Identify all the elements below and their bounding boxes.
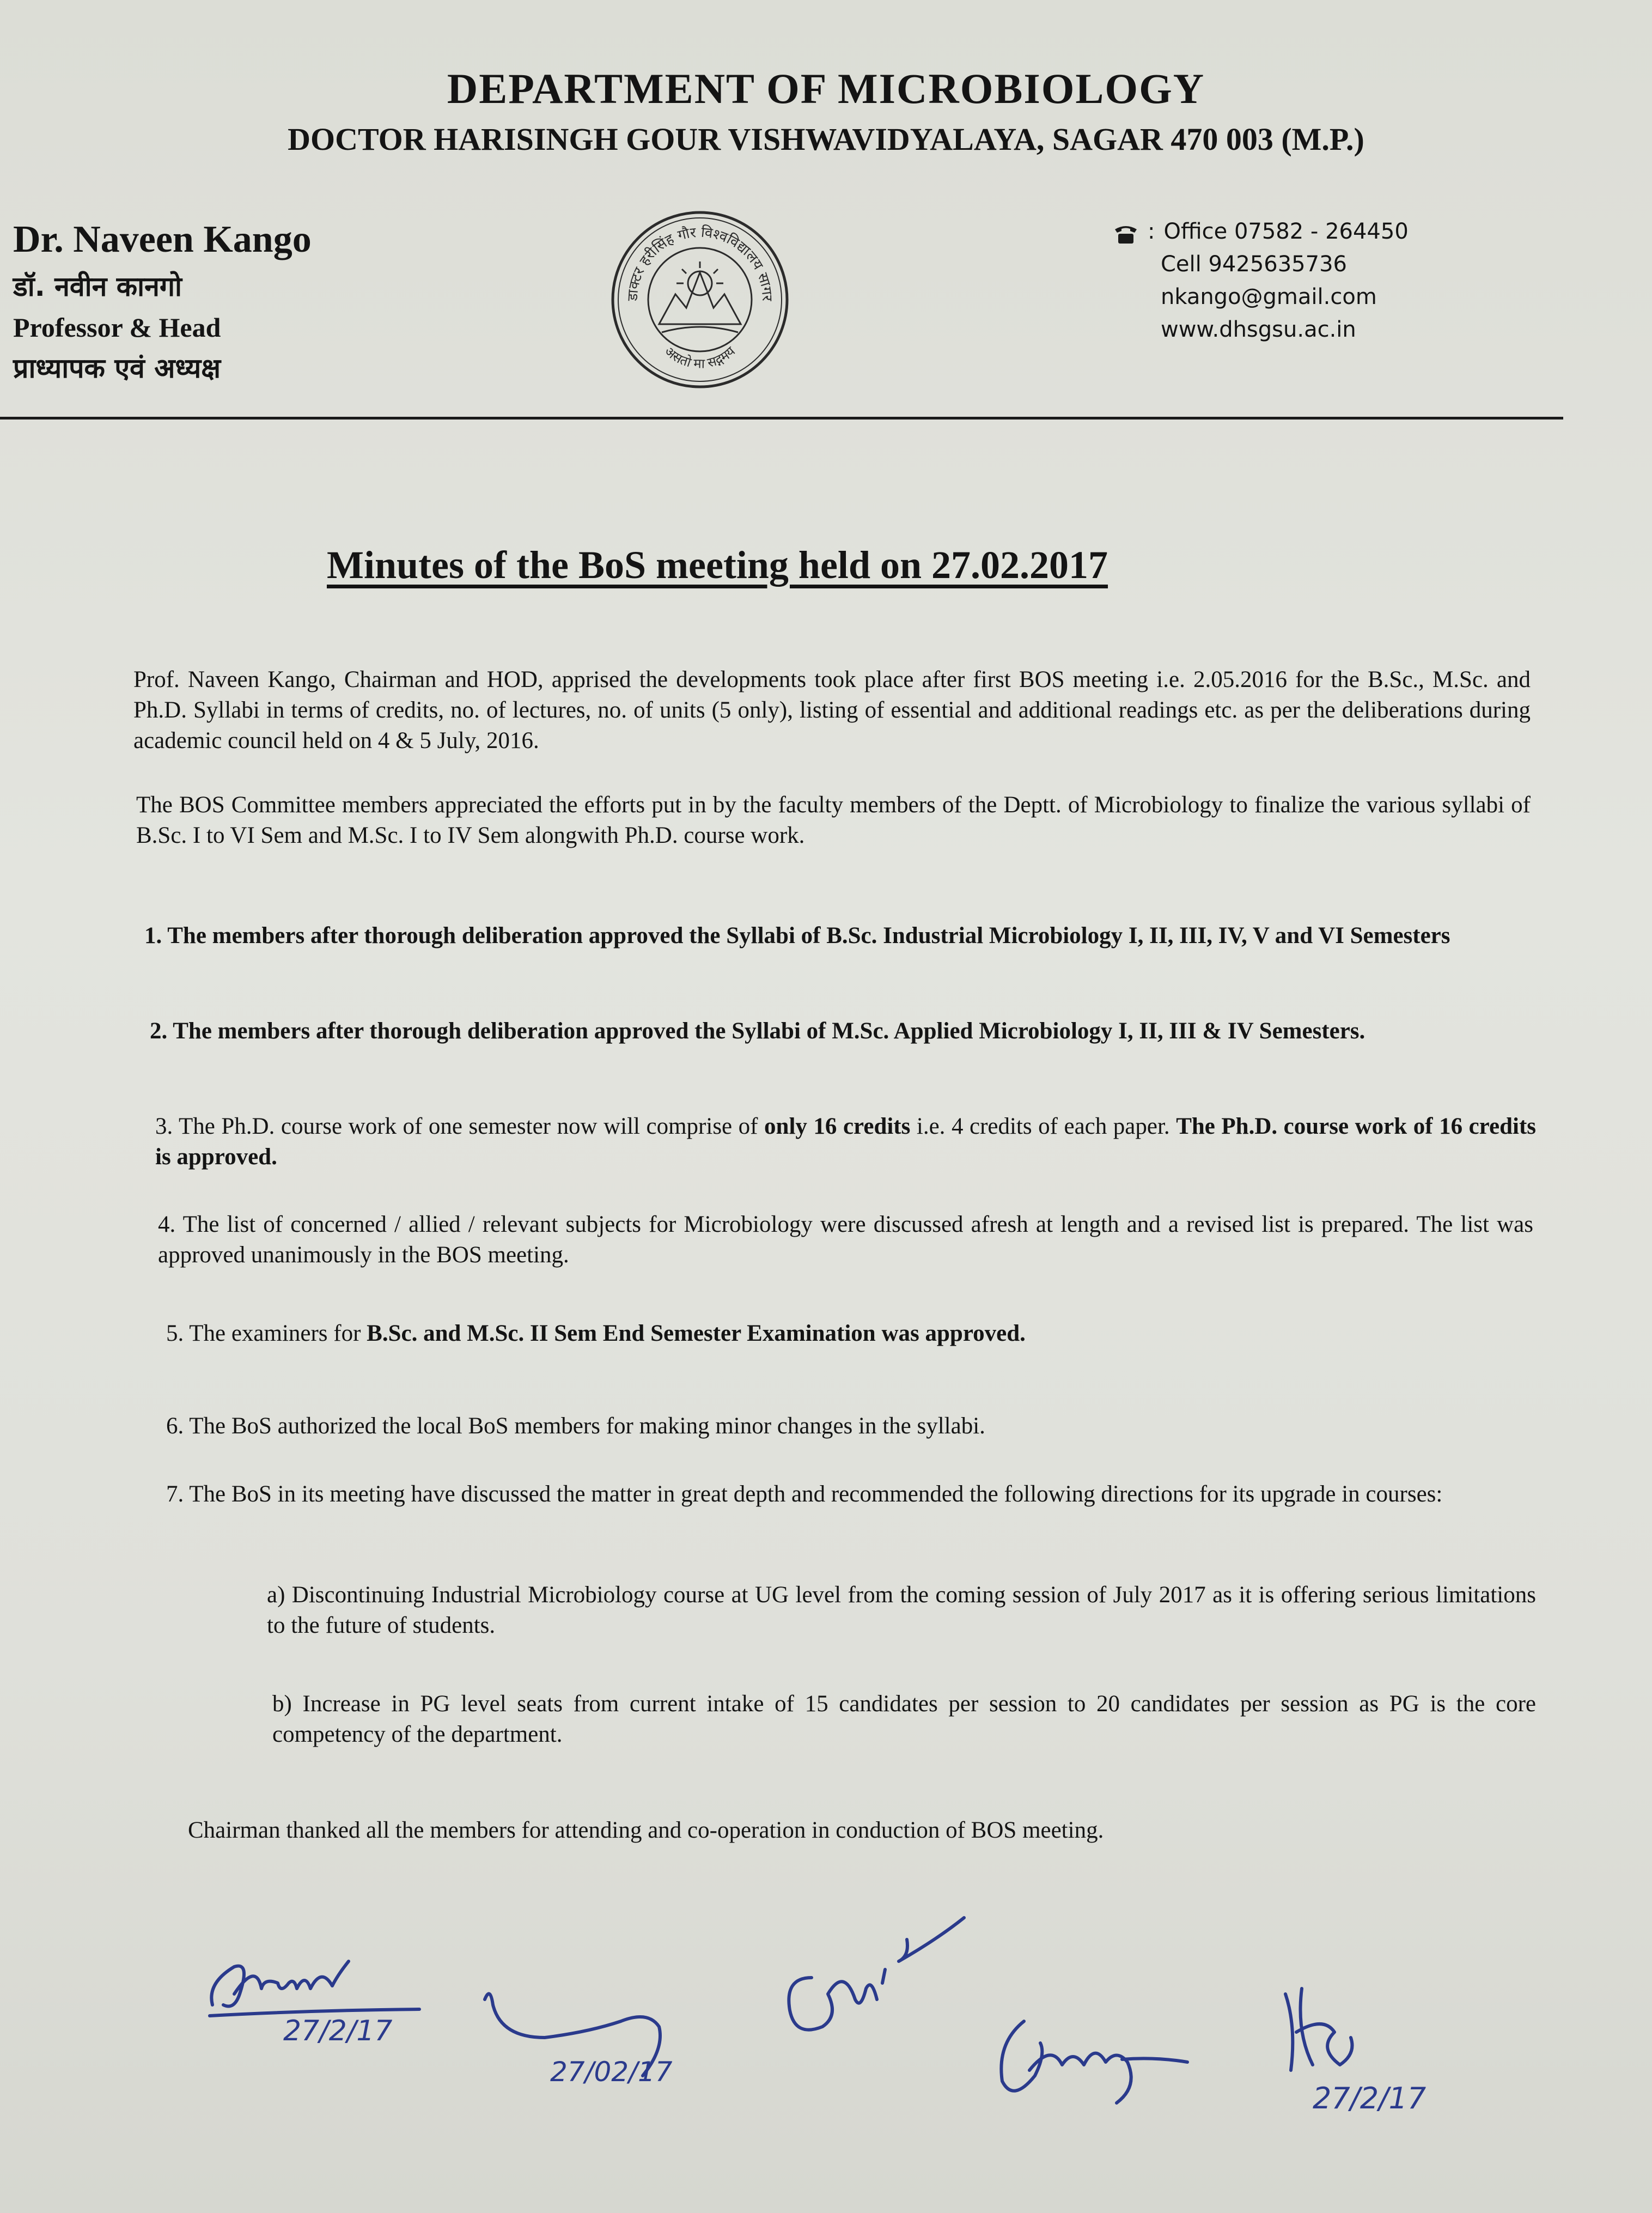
- minute-item-3-text: 3. The Ph.D. course work of one semester now will comprise of: [155, 1114, 765, 1139]
- sender-name-hindi: डॉ. नवीन कानगो: [13, 271, 182, 302]
- minute-item-3-credits: only 16 credits: [764, 1114, 911, 1139]
- signature-2-date: 27/02/17: [550, 2056, 673, 2088]
- university-seal-icon: [610, 207, 790, 392]
- seal-motto: असतो मा सद्गमय: [661, 343, 739, 372]
- svg-text:असतो मा सद्गमय: [662, 343, 739, 372]
- header-divider: [0, 417, 1563, 420]
- sender-name: Dr. Naveen Kango: [13, 218, 312, 260]
- minute-item-1: 1. The members after thorough deliberation approved the Syllabi of B.Sc. Industrial Microbiology I, II, III, IV, V and VI Semesters: [144, 923, 1450, 949]
- website-link[interactable]: www.dhsgsu.ac.in: [1161, 317, 1356, 342]
- sender-designation: Professor & Head: [13, 312, 221, 343]
- sender-block: [13, 218, 312, 386]
- minute-item-4: 4. The list of concerned / allied / relevant subjects for Microbiology were discussed afresh at length and a revised list is prepared. The list was approved unanimously in the BOS meeting.: [158, 1212, 1533, 1268]
- intro-paragraph: Prof. Naveen Kango, Chairman and HOD, apprised the developments took place after first BOS meeting i.e. 2.05.2016 for the B.Sc., M.Sc. and Ph.D. Syllabi in terms of credits, no. of lectures, no. of units (5 only), listing of essential and additional readings etc. as per the deliberations during academic council held on 4 & 5 July, 2016.: [133, 667, 1531, 753]
- closing-statement: Chairman thanked all the members for attending and co-operation in conduction of BOS meeting.: [188, 1817, 1104, 1843]
- minute-item-2: 2. The members after thorough deliberation approved the Syllabi of M.Sc. Applied Microbiology I, II, III & IV Semesters.: [150, 1018, 1366, 1044]
- signature-4: [991, 2010, 1198, 2117]
- minute-item-7b: b) Increase in PG level seats from current intake of 15 candidates per session to 20 candidates per session as PG is the core competency of the department.: [272, 1691, 1536, 1747]
- sender-designation-hindi: प्राध्यापक एवं अध्यक्ष: [13, 352, 221, 384]
- contact-block: : Office 07582 - 264450 Cell 9425635736 nkango@gmail.com www.dhsgsu.ac.in: [1114, 215, 1409, 346]
- minute-item-5-text: 5. The examiners for: [166, 1321, 367, 1346]
- minute-item-5: [166, 1318, 1473, 1349]
- minute-item-7: 7. The BoS in its meeting have discussed the matter in great depth and recommended the following directions for its upgrade in courses:: [166, 1481, 1443, 1507]
- signature-1: [202, 1929, 430, 2051]
- signature-3: [773, 1918, 970, 2062]
- university-title: DOCTOR HARISINGH GOUR VISHWAVIDYALAYA, SAGAR 470 003 (M.P.): [288, 121, 1364, 157]
- cell-phone: Cell 9425635736: [1161, 252, 1347, 277]
- department-title: DEPARTMENT OF MICROBIOLOGY: [447, 65, 1205, 112]
- signature-5: [1269, 1978, 1498, 2122]
- minute-item-3-detail: i.e. 4 credits of each paper.: [910, 1114, 1176, 1139]
- minute-item-3: [155, 1111, 1536, 1172]
- telephone-icon: [1114, 221, 1138, 242]
- office-phone: Office 07582 - 264450: [1163, 219, 1409, 244]
- signature-1-date: 27/2/17: [283, 2015, 393, 2047]
- minute-item-5-approval: B.Sc. and M.Sc. II Sem End Semester Examination was approved.: [367, 1321, 1026, 1346]
- signature-5-date: 27/2/17: [1313, 2081, 1427, 2115]
- document-title: Minutes of the BoS meeting held on 27.02.2017: [327, 543, 1108, 587]
- minute-item-7a: a) Discontinuing Industrial Microbiology course at UG level from the coming session of July 2017 as it is offering serious limitations to the future of students.: [267, 1582, 1536, 1638]
- minute-item-3-approval: The Ph.D. course work of 16 credits is approved.: [155, 1114, 1536, 1170]
- seal-text: डाक्टर हरीसिंह गौर विश्वविद्यालय सागर: [624, 224, 776, 302]
- appreciation-paragraph: The BOS Committee members appreciated the efforts put in by the faculty members of the Deptt. of Microbiology to finalize the various syllabi of B.Sc. I to VI Sem and M.Sc. I to IV Sem alongwith Ph.D. course work.: [136, 792, 1531, 848]
- email-address[interactable]: nkango@gmail.com: [1161, 284, 1377, 309]
- minute-item-6: 6. The BoS authorized the local BoS members for making minor changes in the syllabi.: [166, 1413, 985, 1439]
- signature-2: [479, 1989, 730, 2117]
